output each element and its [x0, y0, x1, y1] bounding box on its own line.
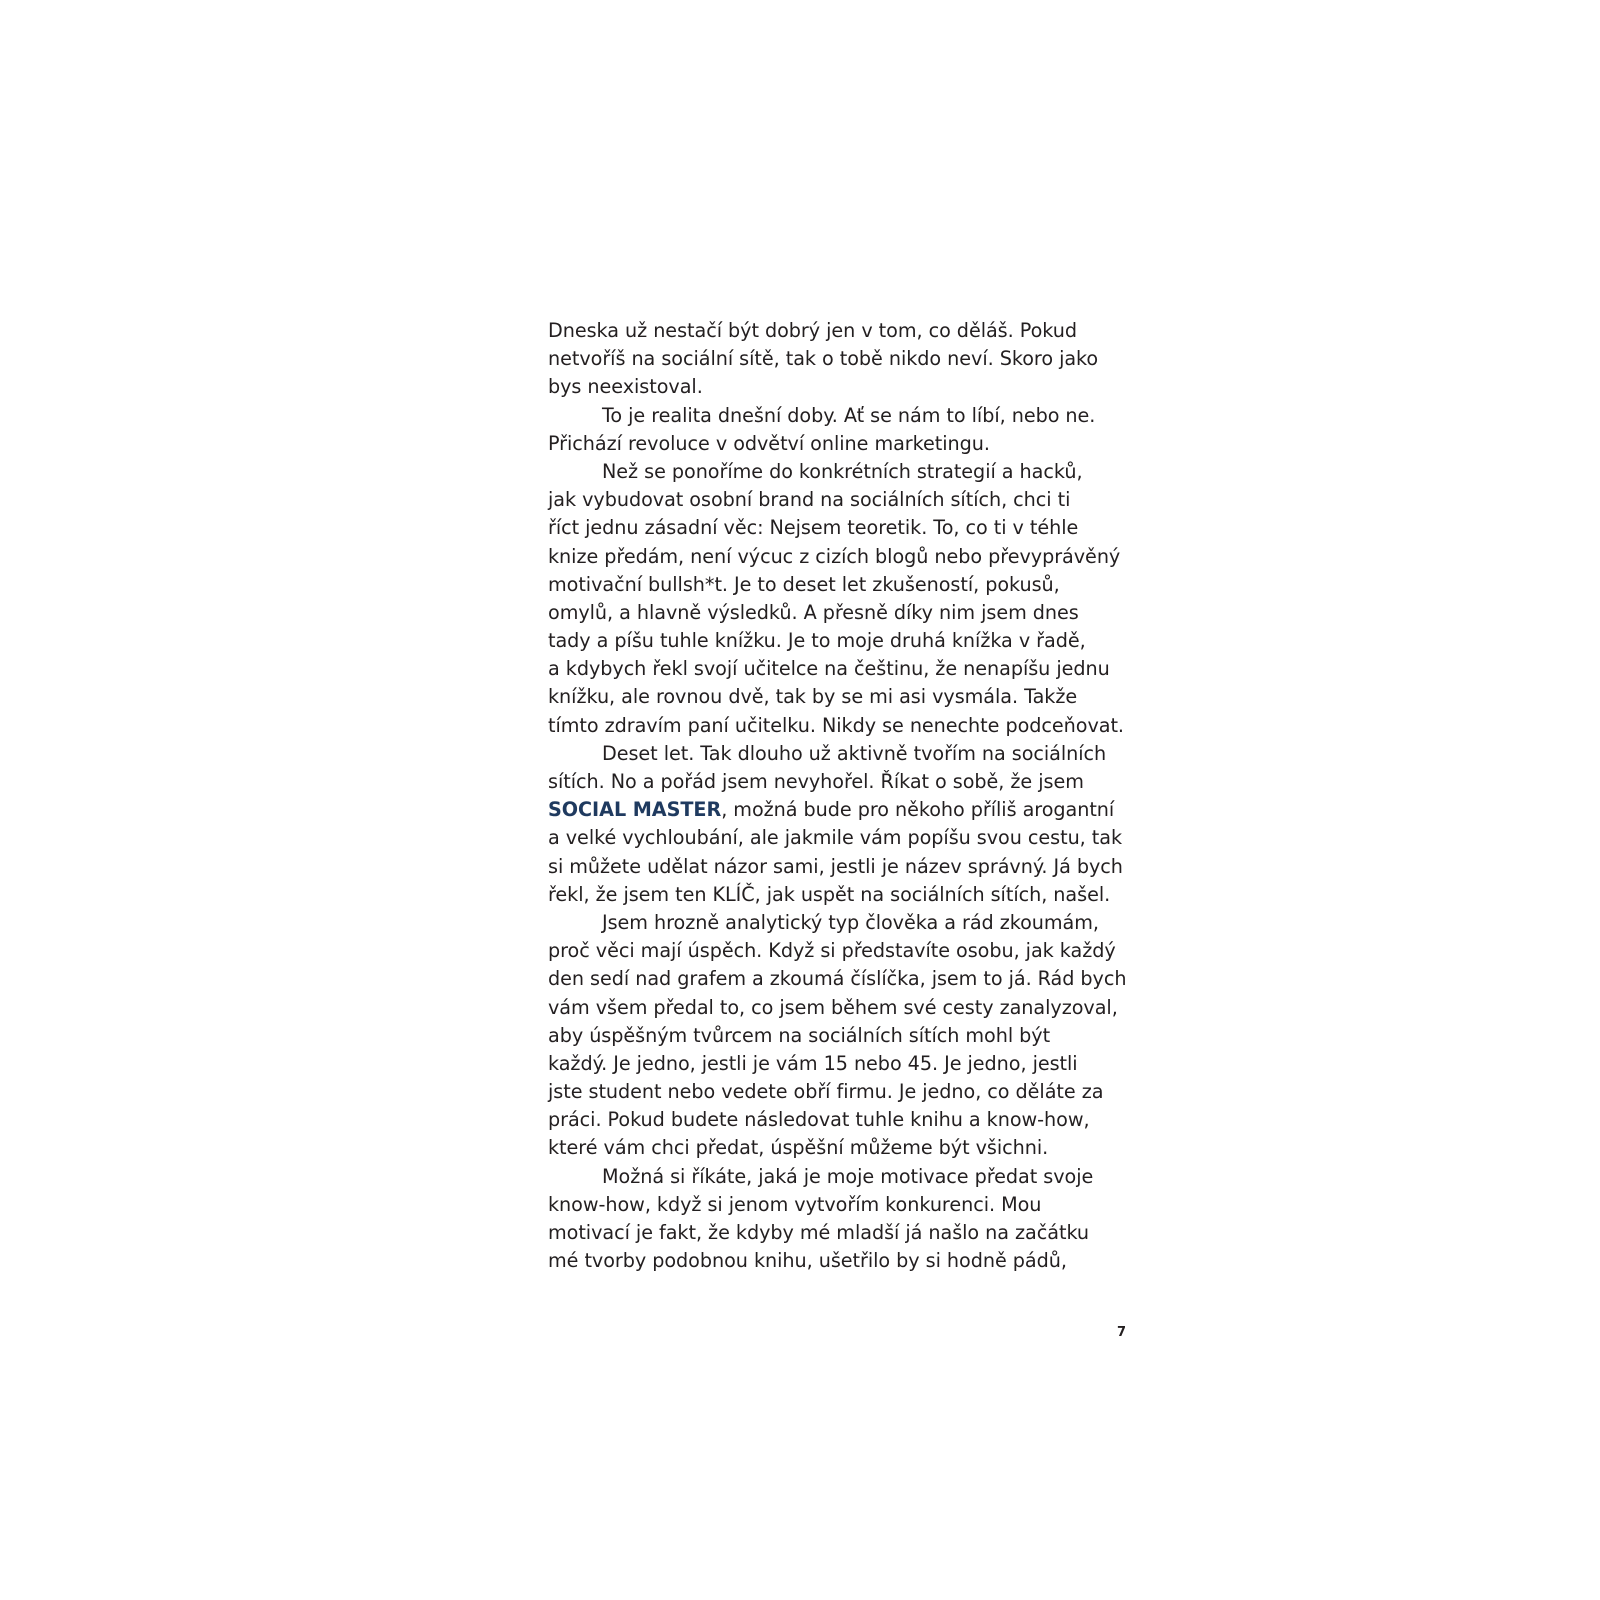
text-line: omylů, a hlavně výsledků. A přesně díky nim jsem dnes — [548, 600, 1079, 624]
text-line: si můžete udělat názor sami, jestli je název správný. Já bych — [548, 854, 1123, 878]
text-line: knížku, ale rovnou dvě, tak by se mi asi vysmála. Takže — [548, 685, 1078, 709]
social-master-highlight: SOCIAL MASTER — [548, 798, 722, 822]
text-line: a kdybych řekl svojí učitelce na češtinu, že nenapíšu jednu — [548, 657, 1110, 681]
text-line: Dneska už nestačí být dobrý jen v tom, co děláš. Pokud — [548, 319, 1077, 342]
text-line: jak vybudovat osobní brand na sociálních sítích, chci ti — [548, 488, 1071, 512]
text-line: sítích. No a pořád jsem nevyhořel. Říkat o sobě, že jsem — [548, 770, 1084, 793]
page-number: 7 — [1116, 1325, 1126, 1340]
paragraph-first-line: Jsem hrozně analytický typ člověka a rád zkoumám, — [602, 910, 1099, 934]
text-line: které vám chci předat, úspěšní můžeme být všichni. — [548, 1136, 1049, 1160]
paragraph-first-line: To je realita dnešní doby. Ať se nám to líbí, nebo ne. — [602, 403, 1096, 427]
text-line: bys neexistoval. — [548, 375, 703, 399]
text-line: motivační bullsh*t. Je to deset let zkušeností, pokusů, — [548, 572, 1060, 596]
text-line: jste student nebo vedete obří firmu. Je jedno, co děláte za — [548, 1080, 1104, 1104]
text-line: říct jednu zásadní věc: Nejsem teoretik. To, co ti v téhle — [548, 516, 1079, 540]
text-line: netvoříš na sociální sítě, tak o tobě nikdo neví. Skoro jako — [548, 347, 1099, 371]
text-line: tady a píšu tuhle knížku. Je to moje druhá knížka v řadě, — [548, 629, 1086, 653]
text-line: know-how, když si jenom vytvořím konkurenci. Mou — [548, 1192, 1042, 1216]
paragraph-first-line: Než se ponoříme do konkrétních strategií a hacků, — [602, 459, 1083, 483]
text-line: mé tvorby podobnou knihu, ušetřilo by si hodně pádů, — [548, 1249, 1067, 1273]
text-line: Přichází revoluce v odvětví online marketingu. — [548, 431, 990, 455]
text-line: knize předám, není výcuc z cizích blogů nebo převyprávěný — [548, 544, 1121, 568]
paragraph-first-line: Deset let. Tak dlouho už aktivně tvořím na sociálních — [602, 741, 1107, 765]
text-line: tímto zdravím paní učitelku. Nikdy se nenechte podceňovat. — [548, 713, 1124, 737]
text-line-continuation: , možná bude pro někoho příliš arogantní — [721, 798, 1115, 822]
text-line: motivací je fakt, že kdyby mé mladší já našlo na začátku — [548, 1221, 1090, 1244]
text-line: aby úspěšným tvůrcem na sociálních sítích mohl být — [548, 1023, 1051, 1047]
text-line: vám všem předal to, co jsem během své cesty zanalyzoval, — [548, 995, 1118, 1019]
paragraph-first-line: Možná si říkáte, jaká je moje motivace předat svoje — [602, 1164, 1094, 1188]
text-line: práci. Pokud budete následovat tuhle knihu a know-how, — [548, 1108, 1090, 1132]
text-line: řekl, že jsem ten KLÍČ, jak uspět na sociálních sítích, našel. — [548, 882, 1111, 906]
text-line — [548, 796, 1128, 824]
text-line: a velké vychloubání, ale jakmile vám popíšu svou cestu, tak — [548, 826, 1123, 850]
text-line: proč věci mají úspěch. Když si představíte osobu, jak každý — [548, 939, 1116, 963]
text-line: den sedí nad grafem a zkoumá číslíčka, jsem to já. Rád bych — [548, 967, 1127, 991]
body-text — [548, 317, 1128, 1275]
text-line: každý. Je jedno, jestli je vám 15 nebo 45. Je jedno, jestli — [548, 1051, 1078, 1075]
